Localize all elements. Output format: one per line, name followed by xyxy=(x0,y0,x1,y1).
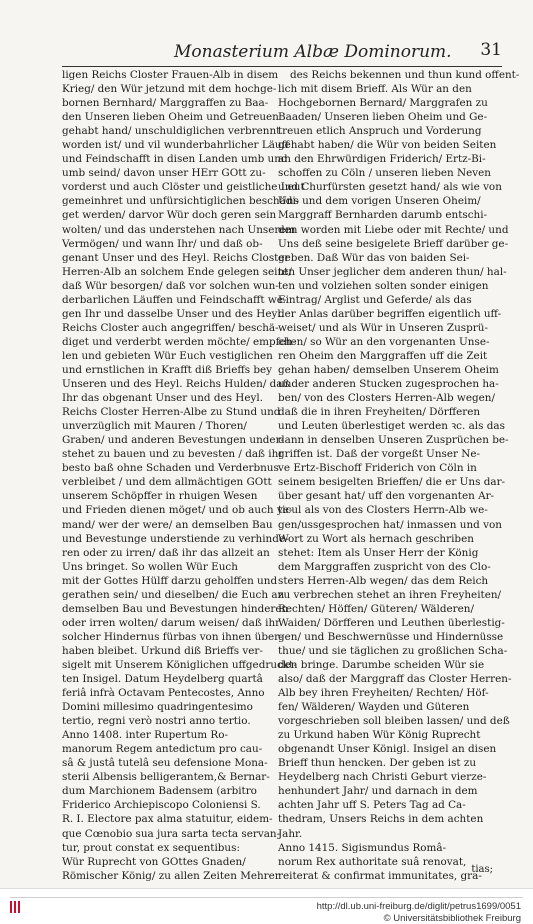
text-line: ligen Reichs Closter Frauen-Alb in disem xyxy=(62,69,279,81)
text-line: schoffen zu Cöln / unseren lieben Neven xyxy=(278,167,491,180)
text-line: mit der Gottes Hülff darzu geholffen und xyxy=(62,574,278,587)
text-line: über gesant hat/ uff den vorgenanten Ar- xyxy=(278,490,495,503)
right-text-column xyxy=(278,68,520,883)
text-line: und ernstlichen in Krafft diß Brieffs bey xyxy=(62,363,273,376)
text-line: ticul als von des Closters Herrn-Alb we- xyxy=(278,504,488,517)
text-line: ben/ von des Closters Herren-Alb wegen/ xyxy=(278,392,495,405)
text-line: feriâ infrà Octavam Pentecostes, Anno xyxy=(62,687,265,700)
text-line: unserem Schöpffer in rhuigen Wesen xyxy=(62,490,258,503)
text-line: Römischer König/ zu allen Zeiten Mehrer xyxy=(62,869,280,882)
text-line: Alb bey ihren Freyheiten/ Rechten/ Höf- xyxy=(278,687,489,700)
text-line: len und gebieten Wür Euch vestiglichen xyxy=(62,349,273,362)
text-line: daß die in ihren Freyheiten/ Dörfferen xyxy=(278,406,481,419)
text-line: Vermögen/ und wann Ihr/ und daß ob- xyxy=(62,237,263,250)
text-line: und Bevestunge understiende zu verhinde- xyxy=(62,532,289,545)
running-header xyxy=(62,40,502,67)
text-line: achten Jahr uff S. Peters Tag ad Ca- xyxy=(278,799,466,812)
text-line: treuen etlich Anspruch und Vorderung xyxy=(278,125,482,138)
text-line: den Unseren lieben Oheim und Getreuen xyxy=(62,111,279,124)
text-line: worden ist/ und vil wunderbahrlicher Läuff xyxy=(62,139,290,152)
text-line: under anderen Stucken zugesprochen ha- xyxy=(278,378,499,391)
text-line: ten und volziehen solten sonder einigen xyxy=(278,279,489,292)
text-line: vorderst und auch Clöster und geistliche Leut xyxy=(62,181,305,194)
text-line: den bringe. Darumbe scheiden Wür sie xyxy=(278,658,485,671)
text-line: derbarlichen Läuffen und Feindschafft we- xyxy=(62,293,287,306)
text-line: und Leuten überlestiget werden ꝛc. als das xyxy=(278,420,505,433)
text-line: genant Unser und des Heyl. Reichs Closter xyxy=(62,251,290,264)
text-line: sigelt mit Unserem Königlichen uffgedruckt- xyxy=(62,658,297,671)
text-line: bornen Bernhard/ Marggraffen zu Baa- xyxy=(62,97,269,110)
text-line: tur, prout constat ex sequentibus: xyxy=(62,841,240,854)
text-line: gehan haben/ demselben Unserem Oheim xyxy=(278,363,499,376)
text-line: Brieff thun hencken. Der geben ist zu xyxy=(278,757,477,770)
text-line: gen Ihr und dasselbe Unser und des Heyl. xyxy=(62,307,284,320)
text-line: griffen ist. Daß der vorgeßt Unser Ne- xyxy=(278,448,481,461)
text-line: dem Marggraffen zuspricht von des Clo- xyxy=(278,560,491,573)
text-line: seinem besigelten Brieffen/ die er Uns dar- xyxy=(278,476,506,489)
text-line: Ihr das obgenant Unser und des Heyl. xyxy=(62,392,263,405)
text-line: zu Urkund haben Wür König Ruprecht xyxy=(278,729,481,742)
text-line: solcher Hindernus fürbas von ihnen über- xyxy=(62,630,283,643)
text-line: Wort zu Wort als hernach geschriben xyxy=(278,532,474,545)
text-line: Unseren und des Heyl. Reichs Hulden/ daß xyxy=(62,378,290,391)
text-line: Marggraff Bernharden darumb entschi- xyxy=(278,209,488,222)
text-line: ten Unser jeglicher dem anderen thun/ hal- xyxy=(278,265,507,278)
text-line: oder irren wolten/ darum weisen/ daß ihr xyxy=(62,616,281,629)
permalink-url[interactable]: http://dl.ub.uni-freiburg.de/diglit/petrus1699/0051 xyxy=(316,901,521,912)
text-line: der Anlas darüber begriffen eigentlich uff- xyxy=(278,307,502,320)
text-line: thue/ und sie täglichen zu großlichen Scha- xyxy=(278,644,508,657)
text-line: lich mit disem Brieff. Als Wür an den xyxy=(278,83,472,96)
text-line: Domini millesimo quadringentesimo xyxy=(62,701,253,714)
text-line: Wür Ruprecht von GOttes Gnaden/ xyxy=(62,855,246,868)
text-line: norum Rex authoritate suâ renovat, xyxy=(278,855,467,868)
text-line: Uns deß seine besigelete Brieff darüber ge- xyxy=(278,237,509,250)
text-line: gemeinhret und unfürsichtiglichen beschädi- xyxy=(62,195,300,208)
text-line: Friderico Archiepiscopo Coloniensi S. xyxy=(62,799,261,812)
university-logo-icon xyxy=(10,901,20,913)
text-line: Reichs Closter Herren-Albe zu Stund und xyxy=(62,406,281,419)
text-line: vorgeschrieben soll bleiben lassen/ und deß xyxy=(278,715,510,728)
running-title: Monasterium Albæ Dominorum. xyxy=(174,42,452,62)
text-line: tertio, regni verò nostri anno tertio. xyxy=(62,715,251,728)
text-line: Eintrag/ Arglist und Geferde/ als das xyxy=(278,293,472,306)
text-line: Anno 1408. inter Rupertum Ro- xyxy=(62,729,229,742)
text-line: den worden mit Liebe oder mit Rechte/ und xyxy=(278,223,509,236)
text-line: an den Ehrwürdigen Friderich/ Ertz-Bi- xyxy=(278,153,486,166)
text-line: Anno 1415. Sigismundus Româ- xyxy=(278,841,447,854)
text-line: fen/ Wälderen/ Wayden und Güteren xyxy=(278,701,470,714)
text-line: diget und verderbt werden möchte/ empfeh- xyxy=(62,335,296,348)
text-line: henhundert Jahr/ und darnach in dem xyxy=(278,785,478,798)
text-line: manorum Regem antedictum pro cau- xyxy=(62,743,263,756)
text-line: Baaden/ Unseren lieben Oheim und Ge- xyxy=(278,111,488,124)
text-line: besto baß ohne Schaden und Verderbnus xyxy=(62,462,279,475)
text-line: que Cœnobio sua jura sarta tecta servan- xyxy=(62,827,281,840)
text-line: Krieg/ den Wür jetzund mit dem hochge- xyxy=(62,83,277,96)
text-line: reiterat & confirmat immunitates, gra- xyxy=(278,869,482,882)
text-line: und Feindschafft in disen Landen umb und xyxy=(62,153,288,166)
text-line: Uns und dem vorigen Unseren Oheim/ xyxy=(278,195,481,208)
catchword: tias; xyxy=(471,864,493,875)
text-line: ren oder zu irren/ daß ihr das allzeit an xyxy=(62,546,270,559)
text-line: daß Wür besorgen/ daß vor solchen wun- xyxy=(62,279,279,292)
text-line: unverzüglich mit Mauren / Thoren/ xyxy=(62,420,247,433)
text-line: dann in denselben Unseren Zusprüchen be- xyxy=(278,434,509,447)
text-line: sters Herren-Alb wegen/ das dem Reich xyxy=(278,574,489,587)
text-line: weiset/ und als Wür in Unseren Zusprü- xyxy=(278,321,488,334)
text-line: chen/ so Wür an den vorgenanten Unse- xyxy=(278,335,490,348)
text-line: verbleibet / und dem allmächtigen GOtt xyxy=(62,476,272,489)
text-line: und Frieden dienen möget/ und ob auch ye- xyxy=(62,504,293,517)
footer-divider xyxy=(10,897,523,898)
text-line: ren Oheim den Marggraffen uff die Zeit xyxy=(278,349,488,362)
text-line: R. I. Electore pax alma statuitur, eidem- xyxy=(62,813,273,826)
text-line: umb seind/ davon unser HErr GOtt zu- xyxy=(62,167,266,180)
text-line: Waiden/ Dörfferen und Leuthen überlestig- xyxy=(278,616,505,629)
copyright-notice: © Universitätsbibliothek Freiburg xyxy=(383,913,521,924)
text-line: Graben/ und anderen Bevestungen under- xyxy=(62,434,285,447)
text-line: Heydelberg nach Christi Geburt vierze- xyxy=(278,771,487,784)
text-line: gehabt hand/ unschuldiglichen verbrennt xyxy=(62,125,281,138)
text-line: Herren-Alb an solchem Ende gelegen seint/ xyxy=(62,265,292,278)
text-line: dum Marchionem Badensem (arbitro xyxy=(62,785,257,798)
text-line: des Reichs bekennen und thun kund offent- xyxy=(290,69,520,81)
text-line: thedram, Unsers Reichs in dem achten xyxy=(278,813,484,826)
text-line: gehabt haben/ die Wür von beiden Seiten xyxy=(278,139,497,152)
text-line: get werden/ darvor Wür doch geren sein xyxy=(62,209,277,222)
text-line: sâ & justâ tutelâ seu defensione Mona- xyxy=(62,757,268,770)
text-line: stehet: Item als Unser Herr der König xyxy=(278,546,479,559)
text-line: ten Insigel. Datum Heydelberg quartâ xyxy=(62,673,263,686)
text-line: gen/ und Beschwernüsse und Hindernüsse xyxy=(278,630,504,643)
text-line: Rechten/ Höffen/ Güteren/ Wälderen/ xyxy=(278,602,474,615)
text-line: Reichs Closter auch angegriffen/ beschä- xyxy=(62,321,279,334)
text-line: also/ daß der Marggraff das Closter Herren- xyxy=(278,673,512,686)
page-number: 31 xyxy=(480,40,502,60)
text-line: obgenandt Unser Königl. Insigel an disen xyxy=(278,743,497,756)
text-line: gerathen sein/ und dieselben/ die Euch an xyxy=(62,588,285,601)
text-line: zu verbrechen stehet an ihren Freyheiten/ xyxy=(278,588,502,601)
text-line: Uns bringet. So wollen Wür Euch xyxy=(62,560,238,573)
text-line: gen/ussgesprochen hat/ inmassen und von xyxy=(278,518,502,531)
text-line: Hochgebornen Bernard/ Marggrafen zu xyxy=(278,97,488,110)
text-line: geben. Daß Wür das von baiden Sei- xyxy=(278,251,470,264)
text-line: mand/ wer der were/ an demselben Bau xyxy=(62,518,273,531)
text-line: ve Ertz-Bischoff Friderich von Cöln in xyxy=(278,462,477,475)
text-line: stehet zu bauen und zu bevesten / daß ihr xyxy=(62,448,284,461)
viewer-footer xyxy=(0,888,533,922)
text-line: wolten/ und das understehen nach Unserem xyxy=(62,223,296,236)
text-line: Jahr. xyxy=(278,827,303,840)
text-line: haben bleibet. Urkund diß Brieffs ver- xyxy=(62,644,263,657)
text-line: demselben Bau und Bevestungen hinderen xyxy=(62,602,289,615)
text-line: sterii Albensis belligerantem,& Bernar- xyxy=(62,771,270,784)
text-line: und Churfürsten gesetzt hand/ als wie von xyxy=(278,181,502,194)
